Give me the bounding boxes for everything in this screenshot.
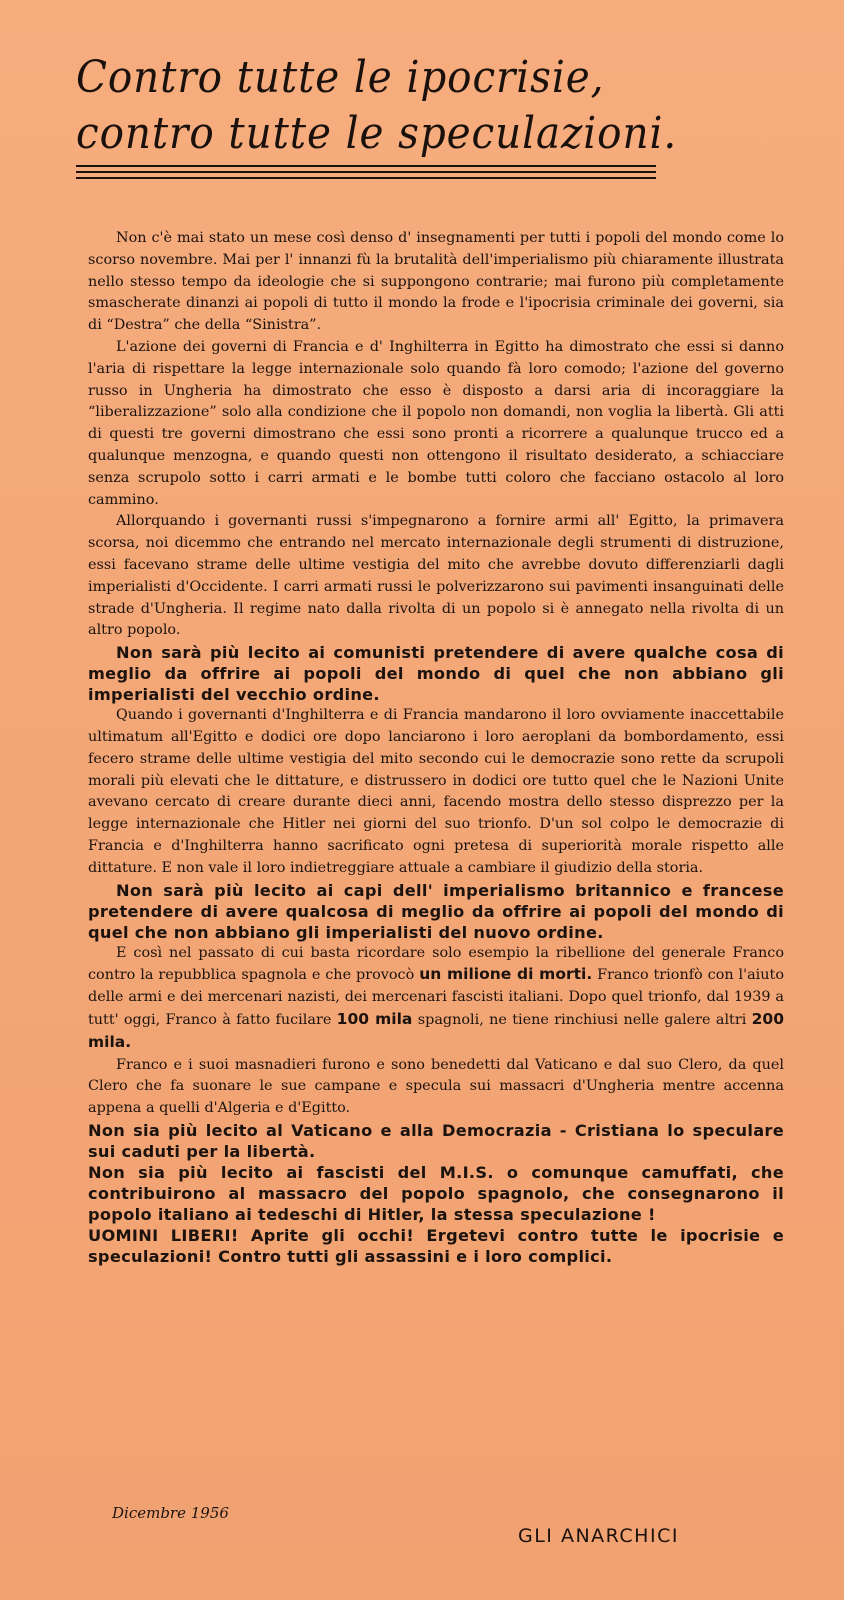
paragraph-governments: L'azione dei governi di Francia e d' Inghilterra in Egitto ha dimostrato che essi si danno l'aria di rispettare la legge internazionale solo quando fà loro comodo; l'azione del governo russo in Ungheria ha dimostrato che esso è disposto a darsi aria di incoraggiare la “liberalizzazione” solo alla condizione che il popolo non domandi, non voglia la libertà. Gli atti di questi tre governi dimostrano che essi sono pronti a ricorrere a qualunque trucco ed a qualunque menzogna, e quando questi non ottengono il risultato desiderato, a schiacciare senza scrupolo sotto i carri armati e le bombe tutti coloro che facciano ostacolo al loro cammino.: [88, 338, 784, 508]
emphasis-100-thousand: 100 mila: [336, 1009, 413, 1028]
bold-statement-fascists: Non sia più lecito ai fascisti del M.I.S. o comunque camuffati, che contribuirono al massacro del popolo spagnolo, che consegnarono il popolo italiano ai tedeschi di Hitler, la stessa speculazione !: [88, 1162, 784, 1224]
paragraph-intro: Non c'è mai stato un mese così denso d' insegnamenti per tutti i popoli del mondo come lo scorso novembre. Mai per l' innanzi fù la brutalità dell'imperialismo più chiaramente illustrata nello stesso tempo da ideologie che si suppongono contrarie; mai furono più completamente smascherate dinanzi ai popoli di tutto il mondo la frode e l'ipocrisia criminale dei governi, sia di “Destra” che della “Sinistra”.: [88, 230, 784, 334]
title-underline-rules: [76, 165, 656, 183]
leaflet-title: [76, 50, 720, 162]
title-line-2: contro tutte le speculazioni.: [76, 108, 678, 159]
bold-statement-imperialism: Non sarà più lecito ai capi dell' imperialismo britannico e francese pretendere di avere qualcosa di meglio da offrire ai popoli del mondo di quel che non abbiano gli imperialisti del nuovo ordine.: [88, 880, 784, 942]
paragraph-franco: [88, 943, 784, 1055]
bold-statement-free-men: UOMINI LIBERI! Aprite gli occhi! Ergetevi contro tutte le ipocrisie e speculazioni! Contro tutti gli assassini e i loro complici.: [88, 1225, 784, 1266]
bold-statement-communists: Non sarà più lecito ai comunisti pretendere di avere qualche cosa di meglio da offrire ai popoli del mondo di quel che non abbiano gli imperialisti del vecchio ordine.: [88, 643, 784, 705]
franco-text-b: Franco trionfò con l'aiuto delle armi e dei mercenari nazisti, dei mercenari fascisti italiani. Dopo quel trionfo, dal 1939 a tutt' oggi, Franco à fatto fucilare: [88, 967, 784, 1028]
paragraph-vatican: Franco e i suoi masnadieri furono e sono benedetti dal Vaticano e dal suo Clero, da quel Clero che fa suonare le sue campane e specula sui massacri d'Ungheria mentre accenna appena a quelli d'Algeria e d'Egitto.: [88, 1056, 784, 1117]
emphasis-million-dead: un milione di morti.: [419, 965, 593, 984]
franco-text-c: spagnoli, ne tiene rinchiusi nelle galere altri: [417, 1011, 747, 1028]
rule-line: [76, 171, 656, 173]
bold-statement-vatican: Non sia più lecito al Vaticano e alla Democrazia - Cristiana lo speculare sui caduti per la libertà.: [88, 1120, 784, 1161]
paragraph-russia: Allorquando i governanti russi s'impegnarono a fornire armi all' Egitto, la primavera scorsa, noi dicemmo che entrando nel mercato internazionale degli strumenti di distruzione, essi facevano strame delle ultime vestigia del mito che avrebbe dovuto differenziarli dagli imperialisti d'Occidente. I carri armati russi le polverizzarono sui pavimenti insanguinati delle strade d'Ungheria. Il regime nato dalla rivolta di un popolo si è annegato nella rivolta di un altro popolo.: [88, 513, 784, 639]
leaflet-body: [88, 228, 784, 1267]
emphasis-200-thousand: 200 mila.: [88, 1009, 784, 1051]
leaflet-date: Dicembre 1956: [112, 1504, 229, 1522]
paragraph-uk-france: Quando i governanti d'Inghilterra e di Francia mandarono il loro ovviamente inaccettabile ultimatum all'Egitto e dodici ore dopo lanciarono i loro aeroplani da bombordamento, essi fecero strame delle ultime vestigia del mito secondo cui le democrazie sono rette da scrupoli morali più elevati che le dittature, e distrussero in dodici ore tutto quel che le Nazioni Unite avevano cercato di creare durante dieci anni, facendo mostra dello stesso disprezzo per la legge internazionale che Hitler nei giorni del suo trionfo. D'un sol colpo le democrazie di Francia e d'Inghilterra hanno sacrificato ogni pretesa di superiorità morale rispetto alle dittature. E non vale il loro indietreggiare attuale a cambiare il giudizio della storia.: [88, 707, 784, 876]
rule-line: [76, 177, 656, 179]
rule-line: [76, 165, 656, 167]
title-line-1: Contro tutte le ipocrisie,: [76, 52, 605, 103]
leaflet-signature: GLI ANARCHICI: [518, 1525, 679, 1547]
franco-text-a: E così nel passato di cui basta ricordare solo esempio la ribellione del generale Franco contro la repubblica spagnola e che provocò: [88, 944, 784, 984]
